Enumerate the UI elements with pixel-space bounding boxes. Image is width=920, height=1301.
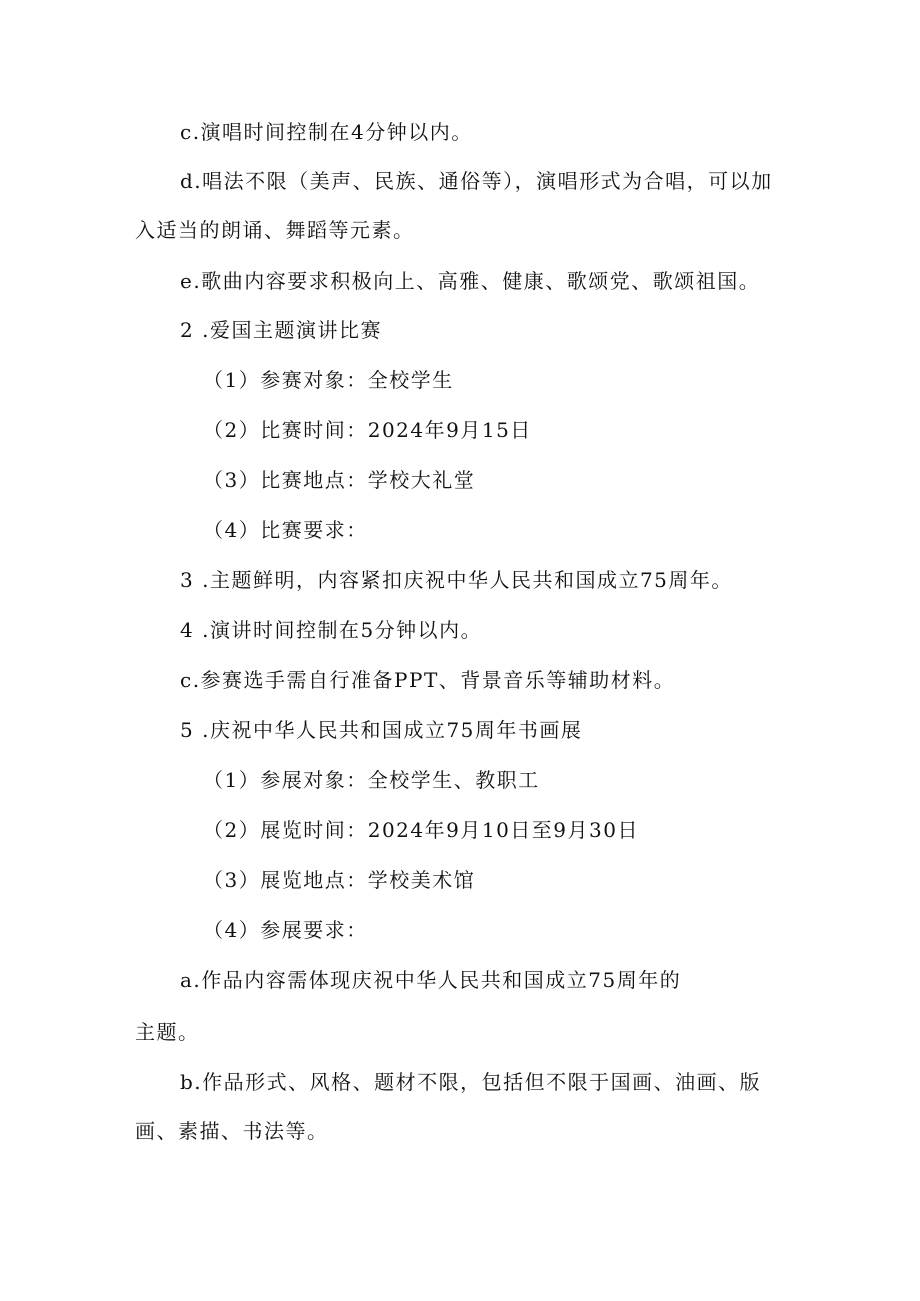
line-speech-materials: c.参赛选手需自行准备PPT、背景音乐等辅助材料。 <box>180 668 676 692</box>
line-artwork-form-cont: 画、素描、书法等。 <box>135 1119 329 1143</box>
line-song-content: e.歌曲内容要求积极向上、高雅、健康、歌颂党、歌颂祖国。 <box>180 269 761 293</box>
line-singing-time: c.演唱时间控制在4分钟以内。 <box>180 120 473 144</box>
line-exhibit-participants: （1）参展对象：全校学生、教职工 <box>203 768 540 792</box>
line-speech-requirements: （4）比赛要求： <box>203 518 368 542</box>
line-artwork-theme: a.作品内容需体现庆祝中华人民共和国成立75周年的 <box>180 968 682 992</box>
line-singing-style-cont: 入适当的朗诵、舞蹈等元素。 <box>135 218 415 242</box>
line-speech-participants: （1）参赛对象：全校学生 <box>203 368 454 392</box>
line-singing-style: d.唱法不限（美声、民族、通俗等），演唱形式为合唱，可以加 <box>180 169 773 193</box>
line-speech-theme: 3 .主题鲜明，内容紧扣庆祝中华人民共和国成立75周年。 <box>180 568 733 592</box>
line-artwork-theme-cont: 主题。 <box>135 1020 200 1044</box>
line-exhibit-requirements: （4）参展要求： <box>203 918 368 942</box>
heading-speech-contest: 2 .爱国主题演讲比赛 <box>180 318 382 342</box>
line-speech-duration: 4 .演讲时间控制在5分钟以内。 <box>180 618 483 642</box>
line-exhibit-venue: （3）展览地点：学校美术馆 <box>203 868 476 892</box>
line-exhibit-time: （2）展览时间：2024年9月10日至9月30日 <box>203 818 639 842</box>
line-artwork-form: b.作品形式、风格、题材不限，包括但不限于国画、油画、版 <box>180 1070 762 1094</box>
heading-art-exhibition: 5 .庆祝中华人民共和国成立75周年书画展 <box>180 718 583 742</box>
line-speech-time: （2）比赛时间：2024年9月15日 <box>203 418 532 442</box>
line-speech-venue: （3）比赛地点：学校大礼堂 <box>203 468 476 492</box>
